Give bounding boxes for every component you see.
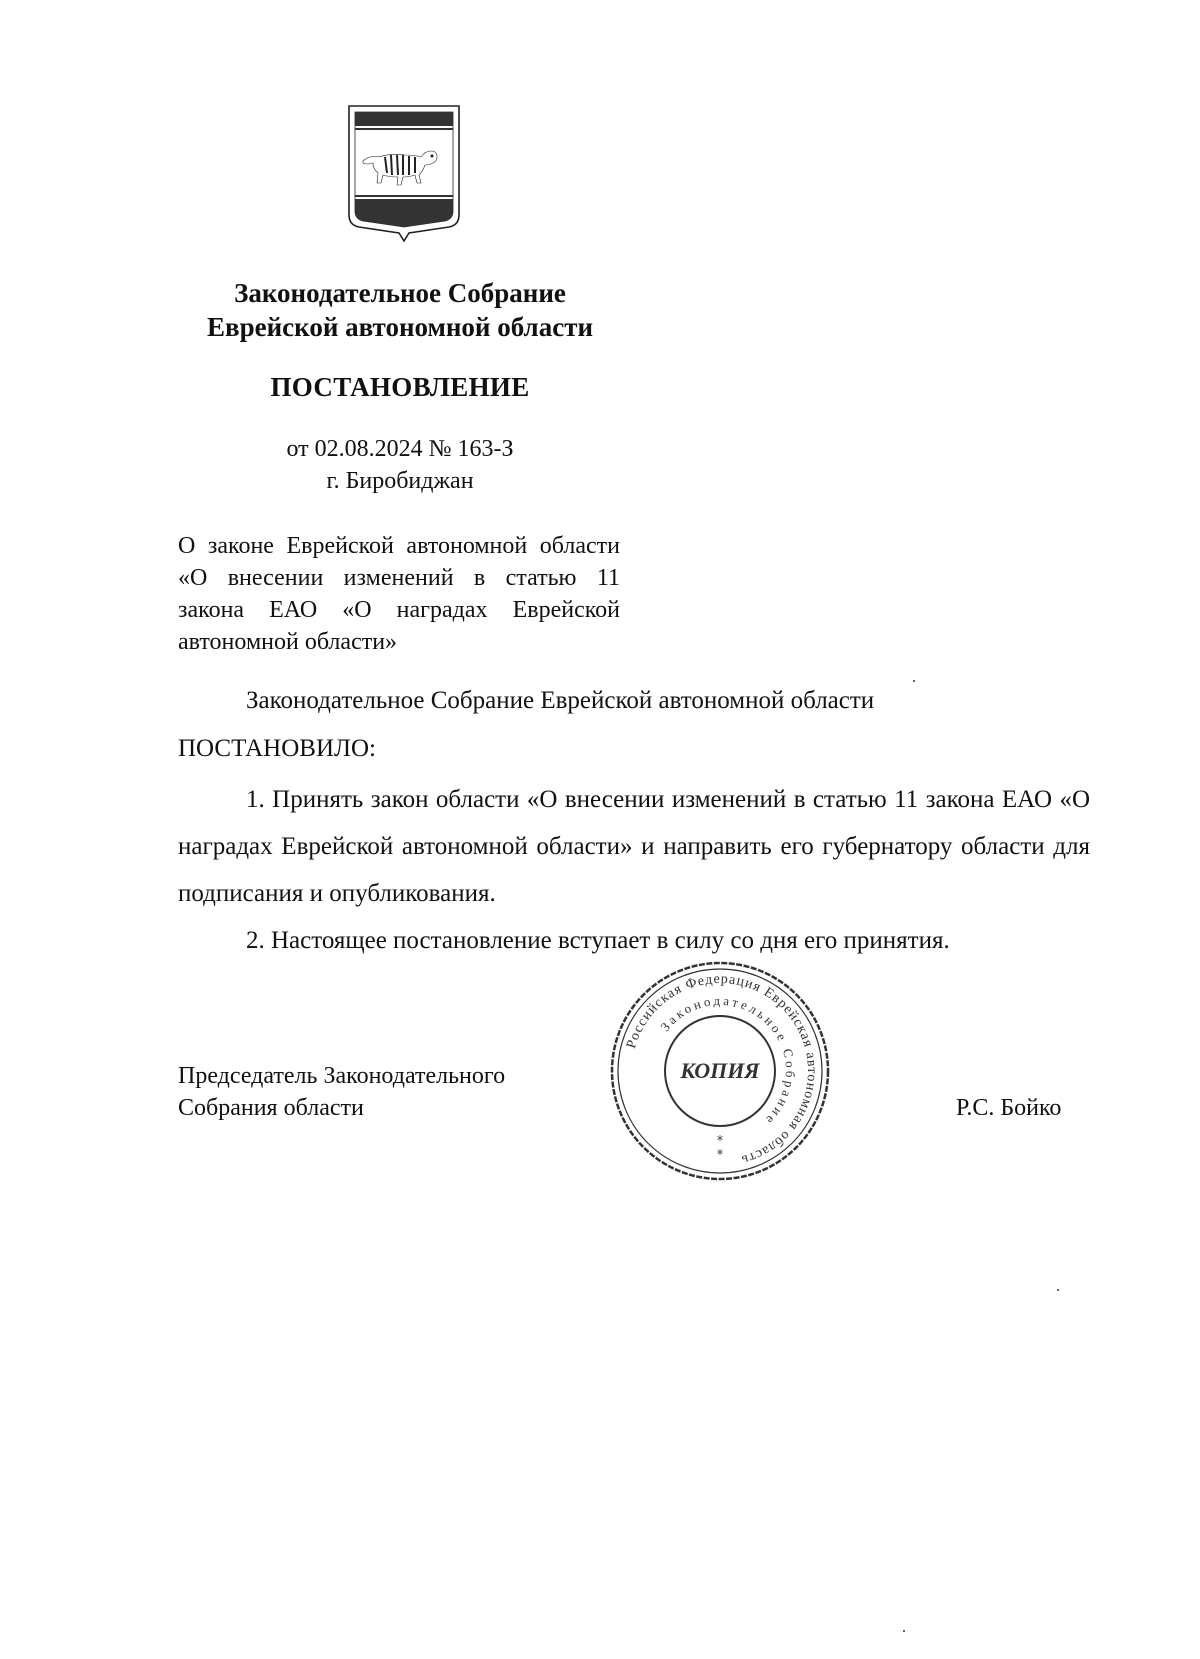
resolution-items (178, 776, 1090, 964)
org-title-line1: Законодательное Собрание (234, 278, 566, 308)
document-type-heading: ПОСТАНОВЛЕНИЕ (270, 372, 530, 402)
organization-title (180, 276, 620, 344)
resolution-intro: Законодательное Собрание Еврейской автономной области (246, 687, 875, 714)
document-subject: О законе Еврейской автономной области «О внесении изменений в статью 11 закона ЕАО «О наградах Еврейской автономной области» (178, 533, 620, 655)
coat-of-arms-emblem (345, 103, 463, 243)
document-city: г. Биробиджан (326, 468, 474, 494)
signer-title-line2: Собрания области (178, 1095, 364, 1121)
scan-speck (903, 1630, 905, 1632)
document-date-number: от 02.08.2024 № 163-З (286, 436, 514, 462)
signer-name: Р.С. Бойко (956, 1095, 1062, 1121)
signer-title-line1: Председатель Законодательного (178, 1063, 506, 1089)
signer-title (178, 1060, 598, 1124)
resolution-item-1: 1. Принять закон области «О внесении изменений в статью 11 закона ЕАО «О наградах Еврейской автономной области» и направить его губернатору области для подписания и опубликования. (178, 786, 1090, 907)
scan-speck (913, 680, 915, 682)
seal-outer-text: Российская Федерация Еврейская автономная область (624, 971, 820, 1168)
seal-star-icon: * (716, 1134, 724, 1149)
seal-star-icon: * (716, 1148, 724, 1163)
resolution-item-2: 2. Настоящее постановление вступает в силу со дня его принятия. (246, 927, 950, 954)
scan-speck (1057, 1289, 1059, 1291)
seal-center-text: КОПИЯ (680, 1058, 760, 1083)
resolution-resolved: ПОСТАНОВИЛО: (178, 735, 376, 762)
org-title-line2: Еврейской автономной области (206, 312, 594, 342)
official-seal (607, 958, 833, 1184)
seal-inner-text: Законодательное Собрание (657, 992, 799, 1130)
